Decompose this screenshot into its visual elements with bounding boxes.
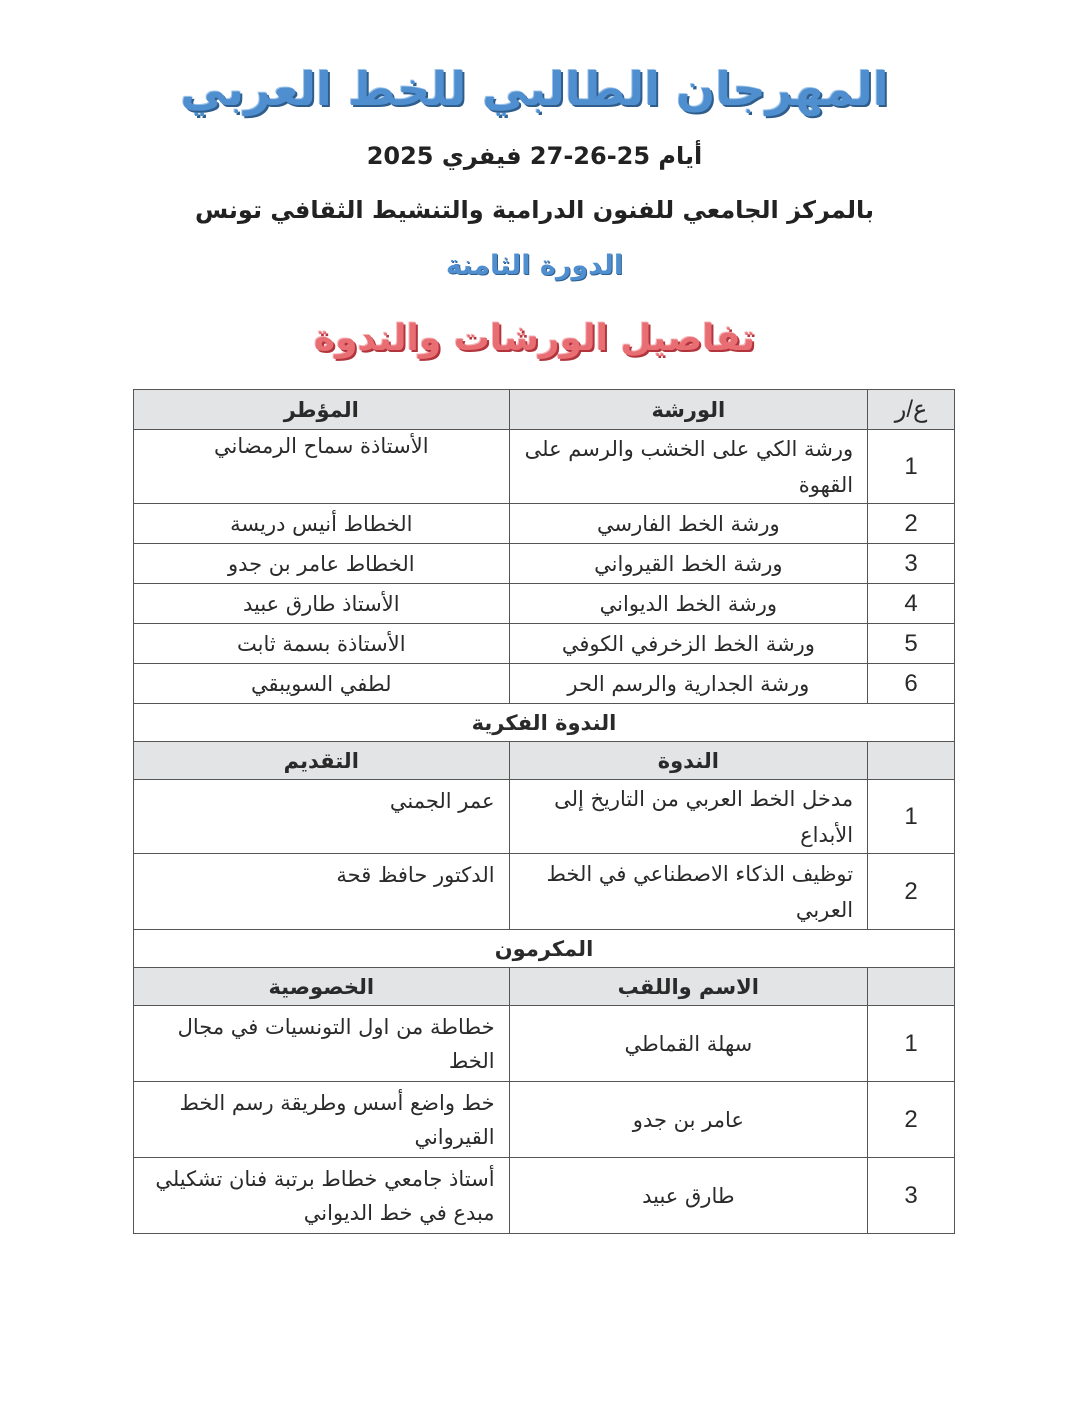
symposium-title: الندوة الفكرية xyxy=(134,704,955,742)
workshop-name: ورشة الكي على الخشب والرسم على القهوة xyxy=(509,430,868,504)
honoree-row xyxy=(134,1082,955,1158)
workshop-row xyxy=(134,584,955,624)
row-number: 3 xyxy=(868,544,955,584)
row-number: 5 xyxy=(868,624,955,664)
section-title: تفاصيل الورشات والندوة xyxy=(313,318,756,359)
presenter-name: عمر الجمني xyxy=(134,780,510,854)
program-table xyxy=(133,389,955,1234)
honoree-specialty: خطاطة من اول التونسيات في مجال الخط xyxy=(134,1006,510,1082)
facilitator-name: الخطاط عامر بن جدو xyxy=(134,544,510,584)
talk-title: توظيف الذكاء الاصطناعي في الخط العربي xyxy=(509,854,868,930)
talk-header: الندوة xyxy=(509,742,868,780)
festival-title: المهرجان الطالبي للخط العربي xyxy=(180,62,889,116)
workshop-row xyxy=(134,624,955,664)
symposium-row xyxy=(134,854,955,930)
row-number: 2 xyxy=(868,854,955,930)
num-header xyxy=(868,742,955,780)
facilitator-name: الأستاذ طارق عبيد xyxy=(134,584,510,624)
facilitator-name: الأستاذة بسمة ثابت xyxy=(134,624,510,664)
row-number: 6 xyxy=(868,664,955,704)
name-header: الاسم واللقب xyxy=(509,968,868,1006)
honoree-specialty: خط واضع أسس وطريقة رسم الخط القيرواني xyxy=(134,1082,510,1158)
workshop-name: ورشة الخط الزخرفي الكوفي xyxy=(509,624,868,664)
workshop-name: ورشة الخط القيرواني xyxy=(509,544,868,584)
facilitator-header: المؤطر xyxy=(134,390,510,430)
facilitator-name: لطفي السويبقي xyxy=(134,664,510,704)
row-number: 3 xyxy=(868,1158,955,1234)
symposium-row xyxy=(134,780,955,854)
row-number: 1 xyxy=(868,1006,955,1082)
workshop-name: ورشة الخط الفارسي xyxy=(509,504,868,544)
row-number: 4 xyxy=(868,584,955,624)
festival-venue: بالمركز الجامعي للفنون الدرامية والتنشيط الثقافي تونس xyxy=(194,196,875,224)
num-header xyxy=(868,968,955,1006)
honoree-name: طارق عبيد xyxy=(509,1158,868,1234)
honoree-specialty: أستاذ جامعي خطاط برتبة فنان تشكيلي مبدع في خط الديواني xyxy=(134,1158,510,1234)
row-number: 2 xyxy=(868,1082,955,1158)
specialty-header: الخصوصية xyxy=(134,968,510,1006)
honorees-title: المكرمون xyxy=(134,930,955,968)
row-number: 1 xyxy=(868,780,955,854)
workshop-row xyxy=(134,544,955,584)
honoree-name: سهلة القماطي xyxy=(509,1006,868,1082)
talk-title: مدخل الخط العربي من التاريخ إلى الأبداع xyxy=(509,780,868,854)
honorees-header-row xyxy=(134,968,955,1006)
festival-edition: الدورة الثامنة xyxy=(445,250,624,281)
presenter-name: الدكتور حافظ قحة xyxy=(134,854,510,930)
workshop-header: الورشة xyxy=(509,390,868,430)
festival-dates: أيام 25-26-27 فيفري 2025 xyxy=(366,142,703,170)
num-header: ع/ر xyxy=(868,390,955,430)
honorees-title-row xyxy=(134,930,955,968)
honoree-row xyxy=(134,1006,955,1082)
facilitator-name: الخطاط أنيس دريسة xyxy=(134,504,510,544)
row-number: 2 xyxy=(868,504,955,544)
workshop-name: ورشة الجدارية والرسم الحر xyxy=(509,664,868,704)
presenter-header: التقديم xyxy=(134,742,510,780)
honoree-name: عامر بن جدو xyxy=(509,1082,868,1158)
facilitator-name: الأستاذة سماح الرمضاني xyxy=(134,430,510,504)
honoree-row xyxy=(134,1158,955,1234)
workshop-row xyxy=(134,664,955,704)
workshop-name: ورشة الخط الديواني xyxy=(509,584,868,624)
workshops-header-row xyxy=(134,390,955,430)
workshop-row xyxy=(134,430,955,504)
workshop-row xyxy=(134,504,955,544)
row-number: 1 xyxy=(868,430,955,504)
symposium-title-row xyxy=(134,704,955,742)
symposium-header-row xyxy=(134,742,955,780)
